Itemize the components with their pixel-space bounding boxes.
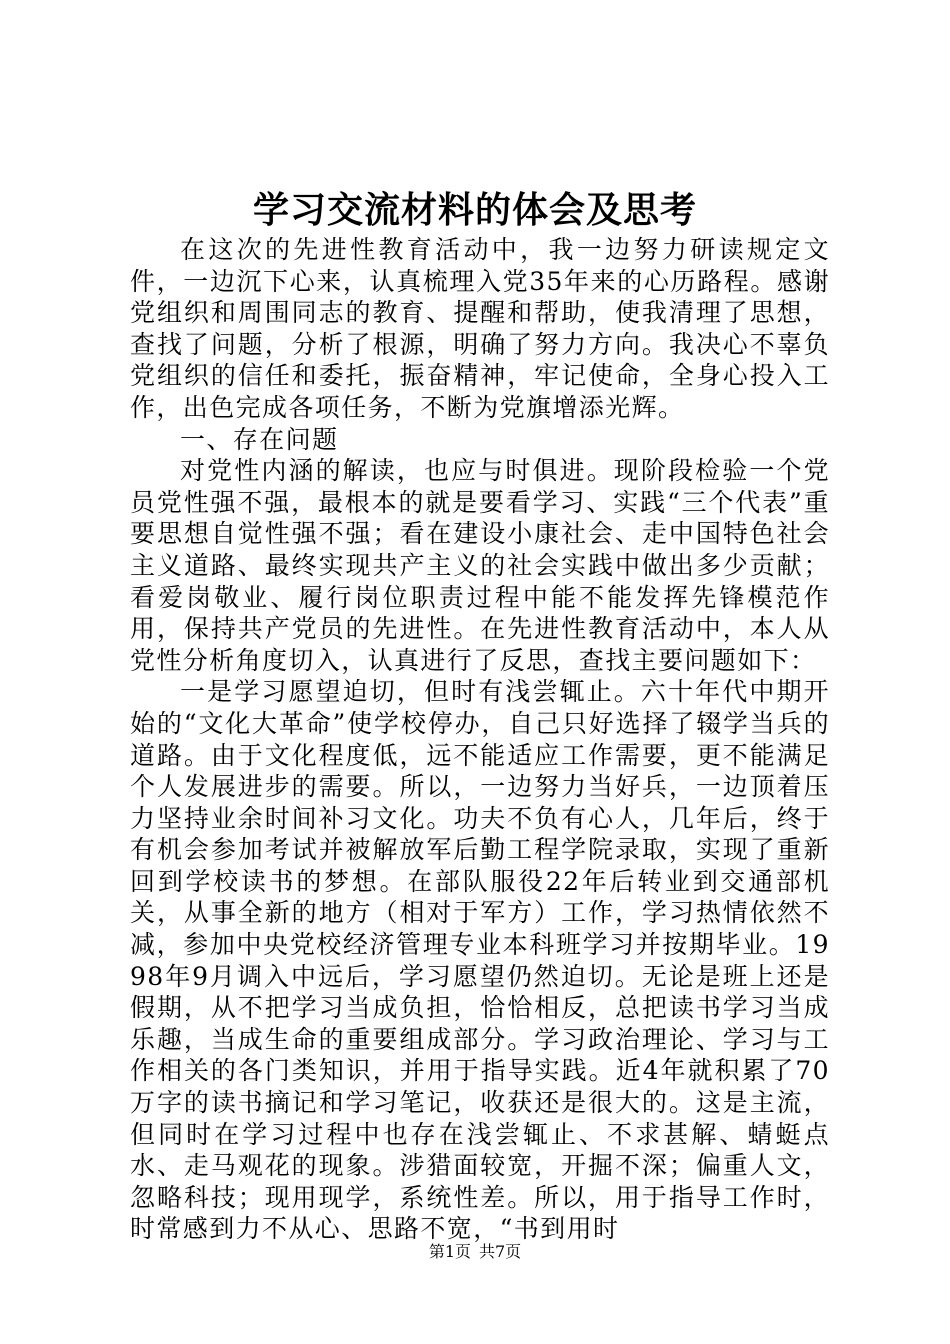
page-total: 共7页 bbox=[479, 1242, 522, 1261]
page-footer bbox=[0, 1240, 950, 1264]
document-title: 学习交流材料的体会及思考 bbox=[252, 189, 697, 231]
paragraph-party-spirit: 对党性内涵的解读，也应与时俱进。现阶段检验一个党员党性强不强，最根本的就是要看学习、实践“三个代表”重要思想自觉性强不强；看在建设小康社会、走中国特色社会主义道路、最终实现共产主义的社会实践中做出多少贡献；看爱岗敬业、履行岗位职责过程中能不能发挥先锋模范作用，保持共产党员的先进性。在先进性教育活动中，本人从党性分析角度切入，认真进行了反思，查找主要问题如下： bbox=[130, 456, 830, 675]
page-number: 第1页 bbox=[428, 1242, 471, 1261]
paragraph-study-desire: 一是学习愿望迫切，但时有浅尝辄止。六十年代中期开始的“文化大革命”使学校停办，自己只好选择了辍学当兵的道路。由于文化程度低，远不能适应工作需要，更不能满足个人发展进步的需要。所以，一边努力当好兵，一边顶着压力坚持业余时间补习文化。功夫不负有心人，几年后，终于有机会参加考试并被解放军后勤工程学院录取，实现了重新回到学校读书的梦想。在部队服役22年后转业到交通部机关，从事全新的地方（相对于军方）工作，学习热情依然不减，参加中央党校经济管理专业本科班学习并按期毕业。1998年9月调入中远后，学习愿望仍然迫切。无论是班上还是假期，从不把学习当成负担，恰恰相反，总把读书学习当成乐趣，当成生命的重要组成部分。学习政治理论、学习与工作相关的各门类知识，并用于指导实践。近4年就积累了70万字的读书摘记和学习笔记，收获还是很大的。这是主流，但同时在学习过程中也存在浅尝辄止、不求甚解、蜻蜓点水、走马观花的现象。涉猎面较宽，开掘不深；偏重人文，忽略科技；现用现学，系统性差。所以，用于指导工作时，时常感到力不从心、思路不宽，“书到用时 bbox=[130, 677, 830, 1244]
section-heading-problems: 一、存在问题 bbox=[180, 424, 339, 454]
document-body bbox=[130, 234, 830, 1245]
paragraph-intro: 在这次的先进性教育活动中，我一边努力研读规定文件，一边沉下心来，认真梳理入党35年来的心历路程。感谢党组织和周围同志的教育、提醒和帮助，使我清理了思想，查找了问题，分析了根源，明确了努力方向。我决心不辜负党组织的信任和委托，振奋精神，牢记使命，全身心投入工作，出色完成各项任务，不断为党旗增添光辉。 bbox=[130, 235, 830, 422]
